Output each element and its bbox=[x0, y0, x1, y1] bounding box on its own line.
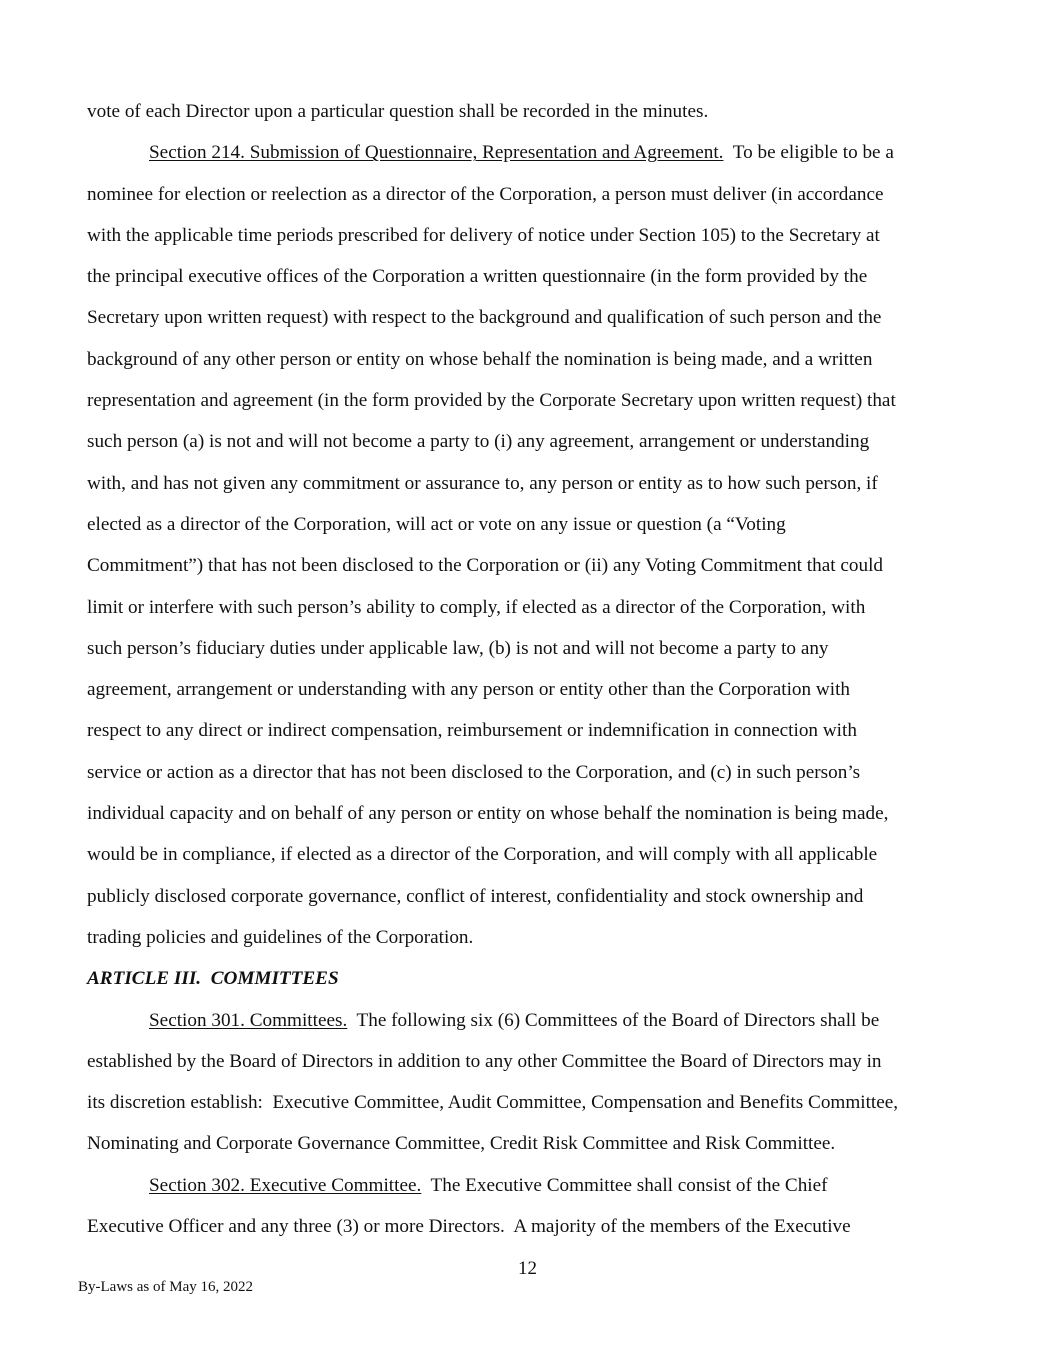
line-text: agreement, arrangement or understanding with any person or entity other than the Corporation with bbox=[87, 679, 851, 701]
section-title: Section 214. Submission of Questionnaire, Representation and Agreement. bbox=[149, 142, 724, 164]
line-text: Commitment”) that has not been disclosed to the Corporation or (ii) any Voting Commitment that could bbox=[87, 555, 883, 577]
line-text: such person (a) is not and will not become a party to (i) any agreement, arrangement or understanding bbox=[87, 431, 870, 453]
text-line bbox=[87, 926, 967, 967]
line-text: respect to any direct or indirect compensation, reimbursement or indemnification in connection with bbox=[87, 720, 857, 742]
text-line bbox=[87, 1050, 967, 1091]
text-line bbox=[87, 719, 967, 760]
text-line bbox=[87, 1091, 967, 1132]
line-text: representation and agreement (in the form provided by the Corporate Secretary upon written request) that bbox=[87, 390, 896, 412]
text-line bbox=[87, 596, 967, 637]
line-text: with, and has not given any commitment or assurance to, any person or entity as to how such person, if bbox=[87, 472, 878, 494]
article-heading bbox=[87, 967, 967, 1008]
text-line bbox=[87, 513, 967, 554]
text-line bbox=[87, 678, 967, 719]
page-number: 12 bbox=[518, 1258, 537, 1279]
line-text: nominee for election or reelection as a director of the Corporation, a person must deliver (in accordance bbox=[87, 183, 884, 205]
text-line bbox=[87, 554, 967, 595]
text-line bbox=[87, 306, 967, 347]
line-text: trading policies and guidelines of the Corporation. bbox=[87, 926, 474, 948]
line-text: publicly disclosed corporate governance, conflict of interest, confidentiality and stock ownership and bbox=[87, 885, 864, 907]
line-text: the principal executive offices of the Corporation a written questionnaire (in the form provided by the bbox=[87, 266, 868, 288]
text-line bbox=[87, 843, 967, 884]
text-line bbox=[87, 1215, 967, 1256]
line-text: The following six (6) Committees of the Board of Directors shall be bbox=[347, 1009, 880, 1031]
line-text: its discretion establish: Executive Committee, Audit Committee, Compensation and Benefits Committee, bbox=[87, 1092, 899, 1114]
footer-text: By-Laws as of May 16, 2022 bbox=[78, 1279, 253, 1295]
line-text: service or action as a director that has not been disclosed to the Corporation, and (c) in such person’s bbox=[87, 761, 861, 783]
line-text: limit or interfere with such person’s ability to comply, if elected as a director of the Corporation, with bbox=[87, 596, 866, 618]
text-line bbox=[87, 885, 967, 926]
line-text: Secretary upon written request) with respect to the background and qualification of such person and the bbox=[87, 307, 882, 329]
text-line bbox=[87, 389, 967, 430]
text-line bbox=[87, 802, 967, 843]
line-text: such person’s fiduciary duties under applicable law, (b) is not and will not become a party to any bbox=[87, 637, 829, 659]
text-line bbox=[87, 265, 967, 306]
line-text: established by the Board of Directors in addition to any other Committee the Board of Directors may in bbox=[87, 1050, 882, 1072]
text-line bbox=[87, 1132, 967, 1173]
document-body bbox=[87, 100, 967, 1256]
line-text: with the applicable time periods prescribed for delivery of notice under Section 105) to the Secretary at bbox=[87, 224, 880, 246]
line-text: ARTICLE III. COMMITTEES bbox=[87, 968, 339, 990]
line-text: elected as a director of the Corporation, will act or vote on any issue or question (a “Voting bbox=[87, 513, 786, 535]
text-line bbox=[87, 348, 967, 389]
line-text: Executive Officer and any three (3) or more Directors. A majority of the members of the Executive bbox=[87, 1216, 851, 1238]
text-line bbox=[87, 430, 967, 471]
text-line bbox=[87, 141, 967, 182]
line-text: would be in compliance, if elected as a director of the Corporation, and will comply with all applicable bbox=[87, 844, 878, 866]
line-text: background of any other person or entity on whose behalf the nomination is being made, and a written bbox=[87, 348, 873, 370]
text-line bbox=[87, 1009, 967, 1050]
line-text: Nominating and Corporate Governance Committee, Credit Risk Committee and Risk Committee. bbox=[87, 1133, 836, 1155]
section-title: Section 301. Committees. bbox=[149, 1009, 348, 1031]
text-line bbox=[87, 1174, 967, 1215]
line-text: individual capacity and on behalf of any person or entity on whose behalf the nomination is being made, bbox=[87, 803, 889, 825]
text-line bbox=[87, 224, 967, 265]
line-text: vote of each Director upon a particular question shall be recorded in the minutes. bbox=[87, 101, 709, 122]
text-line bbox=[87, 637, 967, 678]
text-line bbox=[87, 183, 967, 224]
text-line bbox=[87, 100, 967, 141]
text-line bbox=[87, 761, 967, 802]
text-line bbox=[87, 472, 967, 513]
section-title: Section 302. Executive Committee. bbox=[149, 1174, 422, 1196]
line-text: The Executive Committee shall consist of the Chief bbox=[421, 1174, 828, 1196]
line-text: To be eligible to be a bbox=[723, 142, 894, 164]
